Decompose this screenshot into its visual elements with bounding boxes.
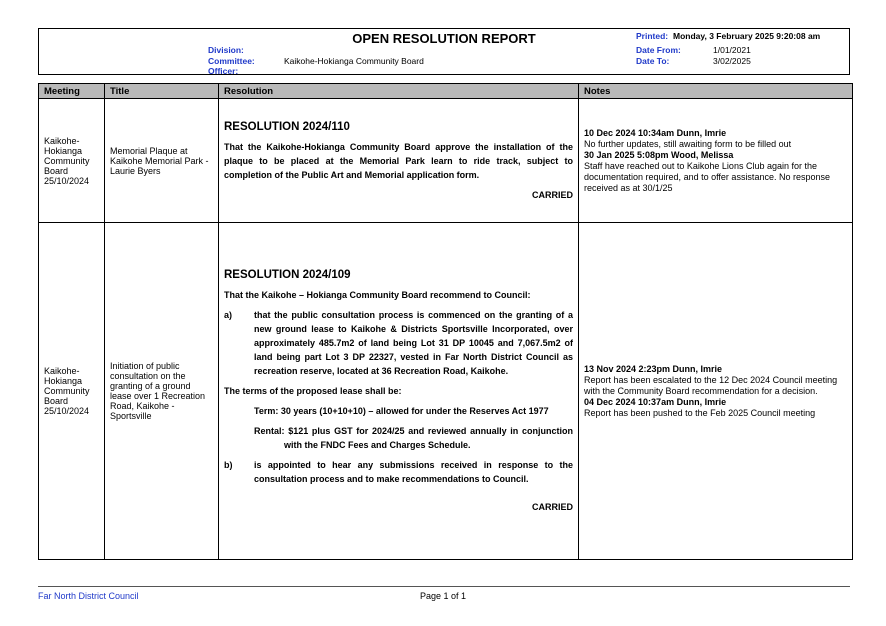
resolution-intro: That the Kaikohe – Hokianga Community Board recommend to Council:: [224, 290, 531, 300]
meeting-line: Hokianga: [44, 145, 83, 156]
clause-b: [224, 458, 573, 486]
note-heading: 04 Dec 2024 10:37am Dunn, Imrie: [584, 396, 727, 407]
meeting-date: 25/10/2024: [44, 406, 90, 416]
clause-a: [224, 308, 573, 378]
resolution-cell: [219, 99, 579, 223]
meeting-line: Kaikohe-: [44, 366, 80, 376]
footer-page-number: Page 1 of 1: [419, 591, 467, 601]
date-to-value: 3/02/2025: [713, 56, 751, 66]
note-text: Report has been pushed to the Feb 2025 Council meeting: [584, 407, 816, 418]
status-carried: CARRIED: [531, 502, 573, 512]
resolution-heading: RESOLUTION 2024/110: [224, 120, 350, 133]
resolution-cell: [219, 223, 579, 560]
date-from-value: 1/01/2021: [713, 45, 751, 55]
division-label: Division:: [208, 45, 244, 55]
footer-divider: [38, 586, 850, 587]
date-from-label: Date From:: [636, 45, 681, 55]
note-heading: 30 Jan 2025 5:08pm Wood, Melissa: [584, 149, 734, 160]
note-heading: 13 Nov 2024 2:23pm Dunn, Imrie: [584, 363, 723, 374]
title-cell: Memorial Plaque at Kaikohe Memorial Park - Laurie Byers: [105, 99, 219, 223]
note-text: Report has been escalated to the 12 Dec 2024 Council meeting with the Community Board recommendation for a decision.: [584, 374, 838, 396]
column-header-title: Title: [105, 84, 219, 99]
lease-term: Term: 30 years (10+10+10) – allowed for under the Reserves Act 1977: [254, 406, 549, 416]
clause-b-text: is appointed to hear any submissions received in response to the consultation process and to make recommendations to Council.: [254, 460, 573, 484]
clause-a-key: a): [224, 310, 233, 320]
meeting-line: Board: [44, 396, 69, 406]
table-row: [39, 99, 853, 223]
notes-cell: [579, 223, 853, 560]
report-title: OPEN RESOLUTION REPORT: [352, 31, 536, 46]
meeting-line: Community: [44, 386, 90, 396]
terms-heading: The terms of the proposed lease shall be:: [224, 386, 402, 396]
note-heading: 10 Dec 2024 10:34am Dunn, Imrie: [584, 127, 727, 138]
notes-cell: [579, 99, 853, 223]
resolution-heading: RESOLUTION 2024/109: [224, 269, 351, 281]
resolution-text: That the Kaikohe-Hokianga Community Board approve the installation of the plaque to be placed at the Memorial Park learn to ride track, subject to completion of the Public Art and Memorial application form.: [224, 141, 573, 180]
meeting-date: 25/10/2024: [44, 175, 90, 186]
meeting-line: Kaikohe-: [44, 135, 80, 146]
column-header-notes: Notes: [579, 84, 853, 99]
footer-org: Far North District Council: [38, 591, 139, 601]
committee-value: Kaikohe-Hokianga Community Board: [284, 56, 424, 66]
meeting-line: Community: [44, 155, 90, 166]
meeting-cell: [39, 223, 105, 560]
printed-label: Printed:: [636, 31, 669, 41]
lease-rental: Rental: $121 plus GST for 2024/25 and reviewed annually in conjunction with the FNDC Fees and Charges Schedule.: [254, 426, 573, 450]
column-header-resolution: Resolution: [219, 84, 579, 99]
table-row: [39, 223, 853, 560]
date-to-label: Date To:: [636, 56, 670, 66]
meeting-cell: [39, 99, 105, 223]
committee-label: Committee:: [208, 56, 255, 66]
column-header-meeting: Meeting: [39, 84, 105, 99]
officer-label: Officer:: [208, 66, 239, 76]
printed-value: Monday, 3 February 2025 9:20:08 am: [673, 31, 821, 41]
clause-b-key: b): [224, 460, 233, 470]
note-text: Staff have reached out to Kaikohe Lions Club again for the documentation required, and to offer assistance. No response received as at 30/1/25: [584, 160, 830, 193]
title-cell: Initiation of public consultation on the granting of a ground lease over 1 Recreation Road, Kaikohe - Sportsville: [105, 223, 219, 560]
clause-a-text: that the public consultation process is commenced on the granting of a new ground lease to Kaikohe & Districts Sportsville Incorporated, over approximately 485.7m2 of land being Lot 31 DP 10045 and 7,067.5m2 of land being part Lot 3 DP 22327, vested in Far North District Council as recreation reserve, located at 36 Recreation Road, Kaikohe.: [254, 310, 573, 376]
resolution-table: [38, 83, 853, 560]
note-text: No further updates, still awaiting form to be filled out: [584, 138, 792, 149]
meeting-line: Hokianga: [44, 376, 83, 386]
meeting-line: Board: [44, 165, 69, 176]
table-header-row: [39, 84, 853, 99]
status-carried: CARRIED: [531, 189, 573, 200]
report-header: [38, 28, 850, 75]
